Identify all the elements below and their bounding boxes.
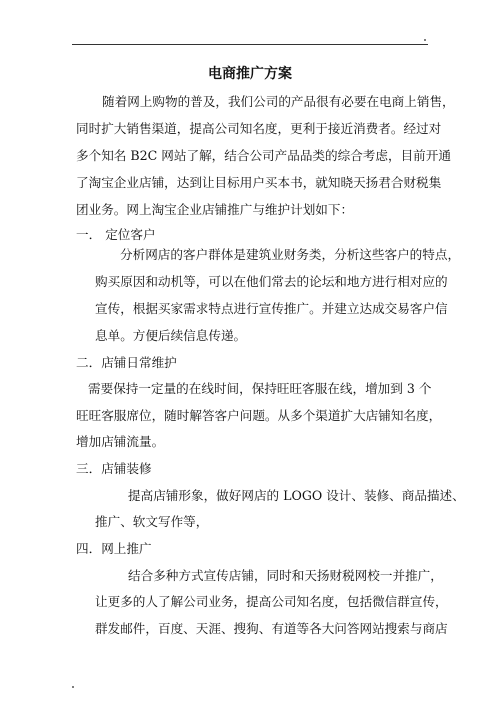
section-line: 需要保持一定量的在线时间，保持旺旺客服在线，增加到 3 个 <box>88 381 432 396</box>
section-line: 分析网店的客户群体是建筑业财务类，分析这些客户的特点， <box>120 247 461 262</box>
section-line: 增加店铺流量。 <box>76 434 165 449</box>
section-line: 结合多种方式宣传店铺，同时和天扬财税网校一并推广， <box>128 568 443 583</box>
section-line: 推广、软文写作等， <box>95 514 209 529</box>
section-line: 旺旺客服席位，随时解答客户问题。从多个渠道扩大店铺知名度， <box>76 408 442 423</box>
corner-mark-bottom-left <box>72 686 74 688</box>
intro-line: 了淘宝企业店铺，达到让目标用户买本书，就知晓天扬君合财税集 <box>76 175 442 190</box>
intro-line: 多个知名 B2C 网站了解，结合公司产品品类的综合考虑，目前开通 <box>76 148 451 163</box>
section-line: 息单。方便后续信息传递。 <box>95 328 247 343</box>
section-heading: 二．店铺日常维护 <box>76 355 177 370</box>
section-line: 群发邮件，百度、天涯、搜狗、有道等各大问答网站搜索与商店 <box>95 621 448 636</box>
section-heading: 三．店铺装修 <box>76 461 152 476</box>
intro-line: 随着网上购物的普及，我们公司的产品很有必要在电商上销售， <box>102 94 455 109</box>
section-line: 宣传，根据买家需求特点进行宣传推广。并建立达成交易客户信 <box>95 301 448 316</box>
section-line: 购买原因和动机等，可以在他们常去的论坛和地方进行相对应的 <box>95 274 448 289</box>
header-rule <box>72 44 428 45</box>
section-line: 让更多的人了解公司业务，提高公司知名度，包括微信群宣传， <box>95 594 448 609</box>
section-heading: 四．网上推广 <box>76 541 152 556</box>
section-heading: 一． 定位客户 <box>76 227 156 242</box>
section-line: 提高店铺形象，做好网店的 LOGO 设计、装修、商品描述、 <box>128 488 465 503</box>
document-title: 电商推广方案 <box>208 66 292 82</box>
intro-line: 同时扩大销售渠道，提高公司知名度，更利于接近消费者。经过对 <box>76 121 442 136</box>
corner-mark-top-right <box>424 39 426 41</box>
intro-line: 团业务。网上淘宝企业店铺推广与维护计划如下： <box>76 202 354 217</box>
